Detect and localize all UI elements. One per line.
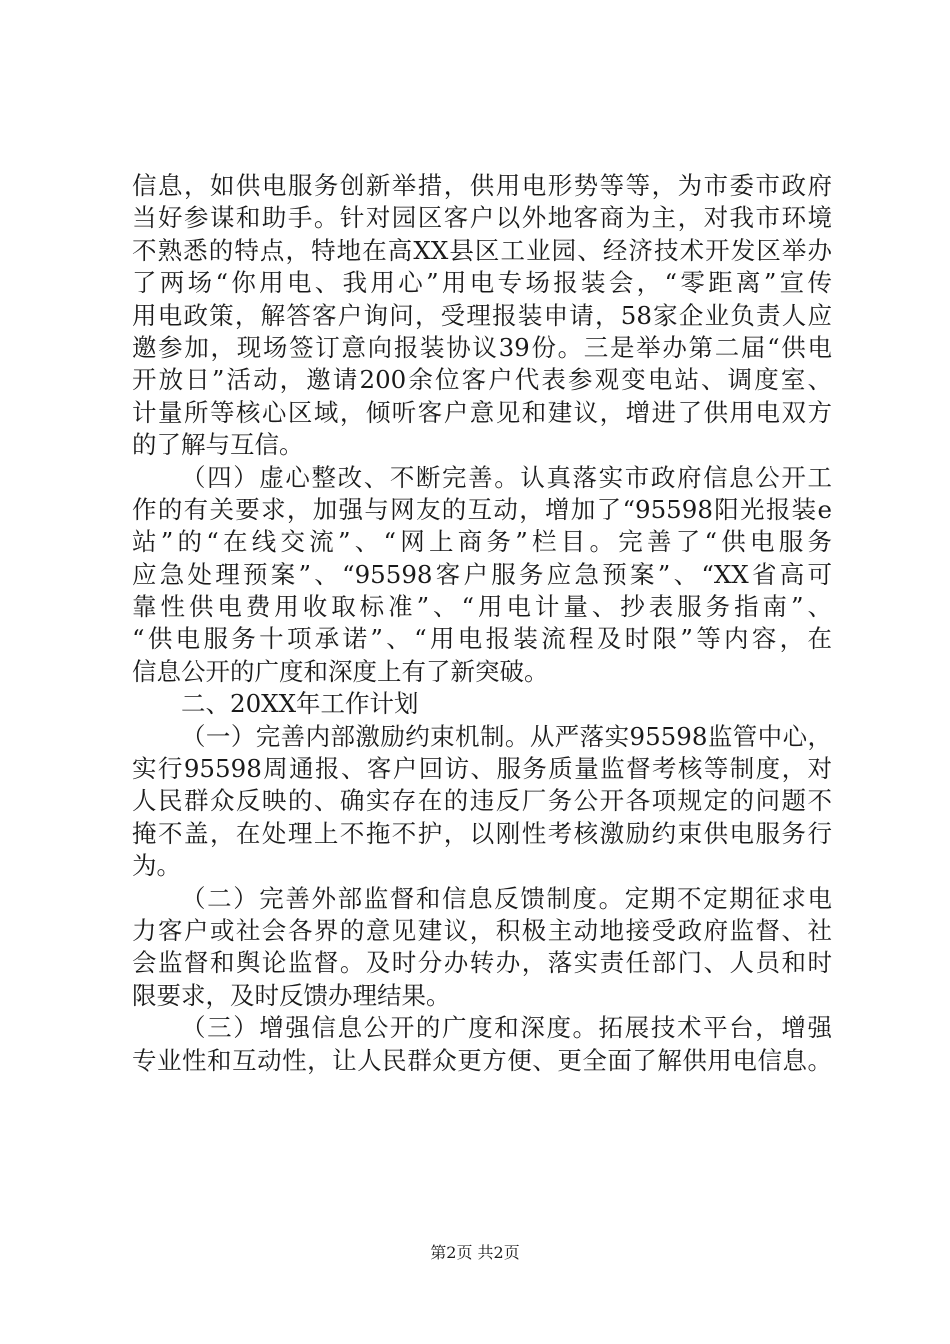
text-line: “供电服务十项承诺”、“用电报装流程及时限”等内容，在 bbox=[132, 624, 832, 654]
paragraph-heading-3: （三）增强信息公开的广度和深度。拓展技术平台，增强 bbox=[181, 1013, 832, 1043]
text-line: 站”的“在线交流”、“网上商务”栏目。完善了“供电服务 bbox=[132, 527, 832, 557]
text-line: 用电政策，解答客户询问，受理报装申请，58家企业负责人应 bbox=[132, 300, 832, 330]
text-line: 作的有关要求，加强与网友的互动，增加了“95598阳光报装e bbox=[132, 494, 832, 524]
document-body bbox=[132, 170, 832, 1077]
text-line: 不熟悉的特点，特地在高XX县区工业园、经济技术开发区举办 bbox=[132, 235, 832, 265]
text-line: 计量所等核心区域，倾听客户意见和建议，增进了供用电双方 bbox=[132, 397, 832, 427]
text-line: 的了解与互信。 bbox=[132, 430, 304, 460]
text-line: 力客户或社会各界的意见建议，积极主动地接受政府监督、社 bbox=[132, 915, 832, 945]
text-line: 开放日”活动，邀请200余位客户代表参观变电站、调度室、 bbox=[132, 365, 832, 395]
paragraph-heading-4: （四）虚心整改、不断完善。认真落实市政府信息公开工 bbox=[181, 462, 832, 492]
text-line: 应急处理预案”、“95598客户服务应急预案”、“XX省高可 bbox=[132, 559, 832, 589]
text-line: 为。 bbox=[132, 851, 181, 881]
text-line: 限要求，及时反馈办理结果。 bbox=[132, 980, 451, 1010]
text-line: 会监督和舆论监督。及时分办转办，落实责任部门、人员和时 bbox=[132, 948, 832, 978]
paragraph-heading-1: （一）完善内部激励约束机制。从严落实95598监管中心， bbox=[181, 721, 832, 751]
text-line: 靠性供电费用收取标准”、“用电计量、抄表服务指南”、 bbox=[132, 592, 832, 622]
paragraph-heading-2: （二）完善外部监督和信息反馈制度。定期不定期征求电 bbox=[181, 883, 832, 913]
text-line: 信息，如供电服务创新举措，供用电形势等等，为市委市政府 bbox=[132, 171, 832, 200]
page-number-footer: 第2页 共2页 bbox=[430, 1243, 520, 1262]
text-line: 专业性和互动性，让人民群众更方便、更全面了解供用电信息。 bbox=[132, 1045, 832, 1075]
text-line: 实行95598周通报、客户回访、服务质量监督考核等制度，对 bbox=[132, 754, 832, 784]
text-line: 人民群众反映的、确实存在的违反厂务公开各项规定的问题不 bbox=[132, 786, 832, 816]
text-line: 了两场“你用电、我用心”用电专场报装会，“零距离”宣传 bbox=[132, 268, 832, 298]
text-line: 掩不盖，在处理上不拖不护，以刚性考核激励约束供电服务行 bbox=[132, 818, 832, 848]
text-line: 当好参谋和助手。针对园区客户以外地客商为主，对我市环境 bbox=[132, 203, 832, 233]
text-line: 信息公开的广度和深度上有了新突破。 bbox=[132, 656, 549, 686]
section-heading-2: 二、20XX年工作计划 bbox=[181, 689, 419, 719]
text-line: 邀参加，现场签订意向报装协议39份。三是举办第二届“供电 bbox=[132, 332, 832, 362]
